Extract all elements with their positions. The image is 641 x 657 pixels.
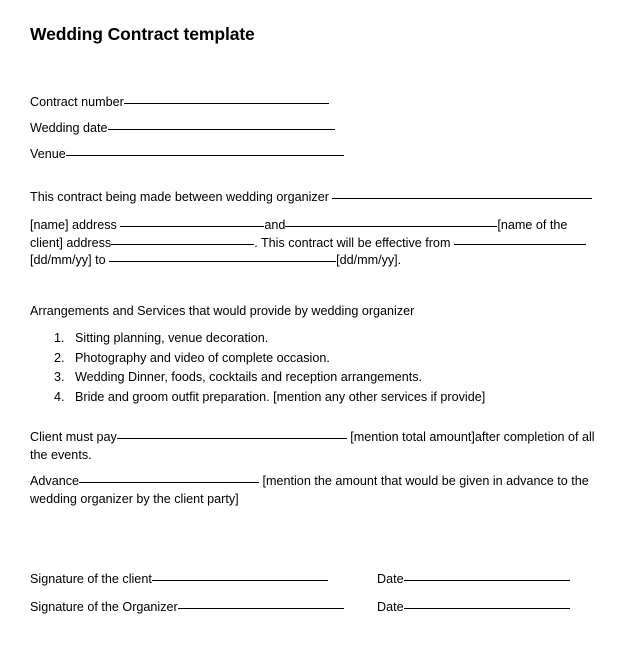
party-name-label: [name] address: [30, 218, 117, 232]
list-item: 1. Sitting planning, venue decoration.: [68, 329, 485, 349]
total-amount-rule[interactable]: [117, 438, 347, 439]
signature-organizer-date-rule[interactable]: [404, 608, 570, 609]
effective-from-rule[interactable]: [454, 244, 586, 245]
field-label-contract-number: Contract number: [30, 95, 124, 109]
effective-from-label: . This contract will be effective from: [254, 235, 451, 250]
signature-client-label: Signature of the client: [30, 572, 152, 586]
effective-to-rule[interactable]: [109, 261, 336, 262]
party-and-label: and: [264, 218, 286, 232]
signature-client-rule[interactable]: [152, 580, 328, 581]
intro-text: This contract being made between wedding organizer: [30, 190, 329, 204]
signature-block: [30, 565, 590, 621]
advance-note: [mention the amount that would be given in advance to the wedding organizer by the client party]: [30, 474, 589, 506]
field-rule-wedding-date[interactable]: [108, 129, 335, 130]
list-item: 4. Bride and groom outfit preparation. [mention any other services if provide]: [68, 388, 485, 408]
effective-to-format: [dd/mm/yy].: [336, 253, 402, 268]
signature-organizer-rule[interactable]: [178, 608, 344, 609]
party-rule-organizer-address[interactable]: [120, 226, 264, 227]
party-rule-client-address[interactable]: [111, 244, 254, 245]
intro-paragraph: [30, 189, 596, 207]
signature-client-date-rule[interactable]: [404, 580, 570, 581]
party-client-label: [name of the client]: [30, 218, 568, 250]
field-rule-venue[interactable]: [66, 155, 344, 156]
date-label: Date: [377, 600, 404, 614]
field-label-venue: Venue: [30, 147, 66, 161]
contract-fields: [30, 89, 590, 167]
signature-client-date-field: [377, 565, 570, 593]
signature-organizer-date-field: [377, 593, 570, 621]
parties-paragraph: [30, 217, 596, 270]
advance-amount-rule[interactable]: [79, 482, 259, 483]
date-label: Date: [377, 572, 404, 586]
payment-paragraph: [30, 429, 596, 464]
client-address-label: address: [66, 235, 112, 250]
total-amount-note: [mention total amount]after completion of all the events.: [30, 430, 595, 462]
services-list: [30, 329, 485, 407]
signature-organizer-label: Signature of the Organizer: [30, 600, 178, 614]
list-item: 2. Photography and video of complete occasion.: [68, 349, 485, 369]
signature-row-client: [30, 565, 590, 593]
effective-to-label: [dd/mm/yy] to: [30, 253, 106, 268]
intro-rule-organizer[interactable]: [332, 198, 592, 199]
signature-organizer-field: [30, 593, 377, 621]
client-must-pay-label: Client must pay: [30, 430, 117, 444]
field-row: [30, 115, 590, 141]
signature-row-organizer: [30, 593, 590, 621]
services-heading: Arrangements and Services that would provide by wedding organizer: [30, 304, 415, 318]
advance-paragraph: [30, 473, 596, 508]
party-rule-client-name[interactable]: [285, 226, 497, 227]
list-item: 3. Wedding Dinner, foods, cocktails and reception arrangements.: [68, 368, 485, 388]
field-rule-contract-number[interactable]: [124, 103, 329, 104]
field-label-wedding-date: Wedding date: [30, 121, 108, 135]
advance-label: Advance: [30, 474, 80, 488]
field-row: [30, 141, 590, 167]
signature-client-field: [30, 565, 377, 593]
field-row: [30, 89, 590, 115]
page-title: Wedding Contract template: [30, 24, 255, 44]
